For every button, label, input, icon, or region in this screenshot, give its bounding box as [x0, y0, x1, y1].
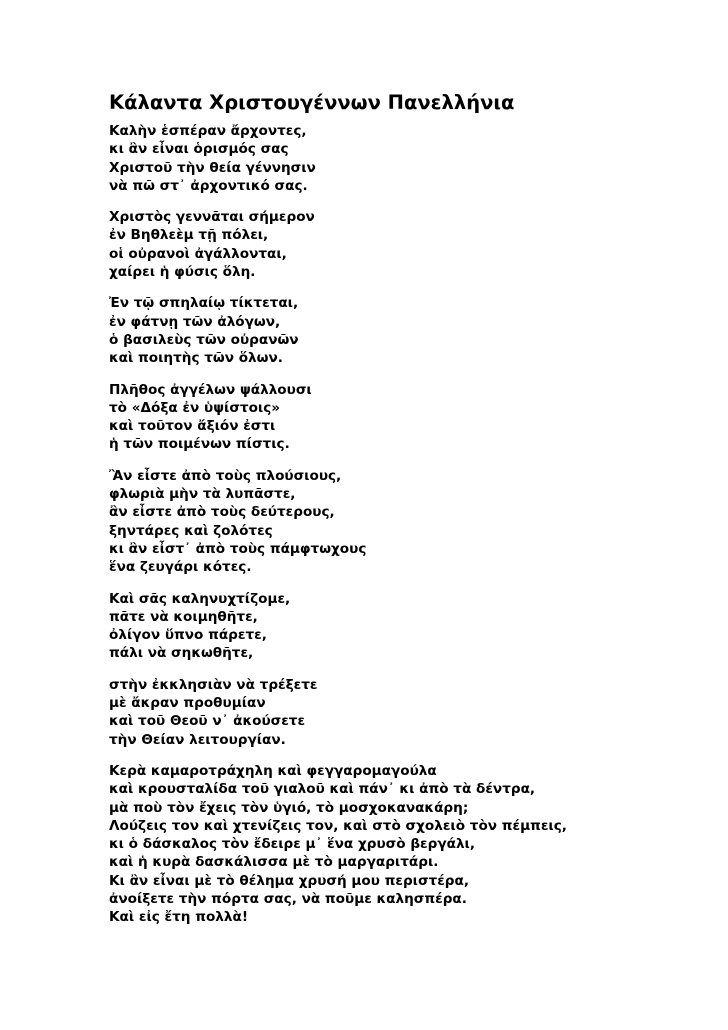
- verse-line: Λούζεις τον καὶ χτενίζεις τον, καὶ στὸ σχολειὸ τὸν πέμπεις,: [109, 817, 567, 834]
- verse-line: ἕνα ζευγάρι κότες.: [109, 559, 252, 576]
- verse-line: ἐν Βηθλεὲμ τῇ πόλει,: [109, 227, 269, 244]
- verse-line: πάλι νὰ σηκωθῆτε,: [109, 645, 254, 662]
- verse-line: Ἂν εἶστε ἀπὸ τοὺς πλούσιους,: [109, 467, 342, 484]
- stanza-8: [109, 762, 709, 927]
- verse-line: ἂν εἶστε ἀπὸ τοὺς δεύτερους,: [109, 504, 335, 521]
- verse-line: οἱ οὐρανοὶ ἀγάλλονται,: [109, 245, 287, 262]
- verse-line: φλωριὰ μὴν τὰ λυπᾶστε,: [109, 486, 296, 503]
- verse-line: Πλῆθος ἀγγέλων ψάλλουσι: [109, 381, 312, 398]
- verse-line: καὶ ποιητὴς τῶν ὅλων.: [109, 350, 283, 367]
- verse-line: ἐν φάτνῃ τῶν ἀλόγων,: [109, 313, 281, 330]
- verse-line: κι ἂν εἶστ᾿ ἀπὸ τοὺς πάμφτωχους: [109, 540, 367, 557]
- verse-line: ἡ τῶν ποιμένων πίστις.: [109, 436, 290, 453]
- verse-line: Ἐν τῷ σπηλαίῳ τίκτεται,: [109, 295, 299, 312]
- verse-line: ἀνοίξετε τὴν πόρτα σας, νὰ ποῦμε καλησπέρα.: [109, 890, 467, 907]
- stanza-5: [109, 467, 709, 577]
- verse-line: στὴν ἐκκλησιὰν νὰ τρέξετε: [109, 676, 318, 693]
- verse-line: Κι ἂν εἶναι μὲ τὸ θέλημα χρυσή μου περιστέρα,: [109, 872, 470, 889]
- verse-line: Κερὰ καμαροτράχηλη καὶ φεγγαρομαγούλα: [109, 762, 437, 779]
- verse-line: πᾶτε νὰ κοιμηθῆτε,: [109, 608, 258, 625]
- stanza-3: [109, 294, 709, 367]
- document-title: Κάλαντα Χριστουγέννων Πανελλήνια: [109, 91, 515, 114]
- verse-line: καὶ τοῦτον ἄξιόν ἐστι: [109, 418, 276, 435]
- stanza-2: [109, 208, 709, 281]
- verse-line: τὸ «Δόξα ἐν ὑψίστοις»: [109, 399, 281, 416]
- verse-line: χαίρει ἡ φύσις ὅλη.: [109, 264, 256, 281]
- document-page: [109, 90, 709, 940]
- verse-line: Καλὴν ἑσπέραν ἄρχοντες,: [109, 123, 307, 139]
- verse-line: νὰ πῶ στ᾿ ἀρχοντικό σας.: [109, 177, 308, 194]
- verse-line: Χριστοῦ τὴν θεία γέννησιν: [109, 159, 316, 176]
- verse-line: καὶ τοῦ Θεοῦ ν᾿ ἀκούσετε: [109, 713, 306, 730]
- stanza-4: [109, 381, 709, 454]
- verse-line: μὲ ἄκραν προθυμίαν: [109, 695, 266, 712]
- verse-line: ὀλίγον ὕπνο πάρετε,: [109, 627, 267, 644]
- verse-line: Καὶ σᾶς καληνυχτίζομε,: [109, 590, 291, 607]
- stanza-1: [109, 122, 709, 195]
- verse-line: κι ὁ δάσκαλος τὸν ἔδειρε μ᾿ ἕνα χρυσὸ βεργάλι,: [109, 836, 476, 853]
- stanza-7: [109, 676, 709, 749]
- verse-line: ὁ βασιλεὺς τῶν οὐρανῶν: [109, 331, 299, 348]
- verse-line: ξηντάρες καὶ ζολότες: [109, 522, 273, 539]
- verse-line: μὰ ποὺ τὸν ἔχεις τὸν ὑγιό, τὸ μοσχοκανακάρη;: [109, 799, 469, 816]
- verse-line: Χριστὸς γεννᾶται σήμερον: [109, 209, 315, 226]
- verse-line: καὶ ἡ κυρὰ δασκάλισσα μὲ τὸ μαργαριτάρι.: [109, 854, 439, 871]
- verse-line: τὴν Θείαν λειτουργίαν.: [109, 731, 286, 748]
- verse-line: καὶ κρουσταλίδα τοῦ γιαλοῦ καὶ πάν᾿ κι ἀπὸ τὰ δέντρα,: [109, 781, 536, 798]
- verse-line: κι ἂν εἶναι ὁρισμός σας: [109, 141, 289, 158]
- stanza-6: [109, 590, 709, 663]
- verse-line: Καὶ εἰς ἔτη πολλὰ!: [109, 909, 249, 926]
